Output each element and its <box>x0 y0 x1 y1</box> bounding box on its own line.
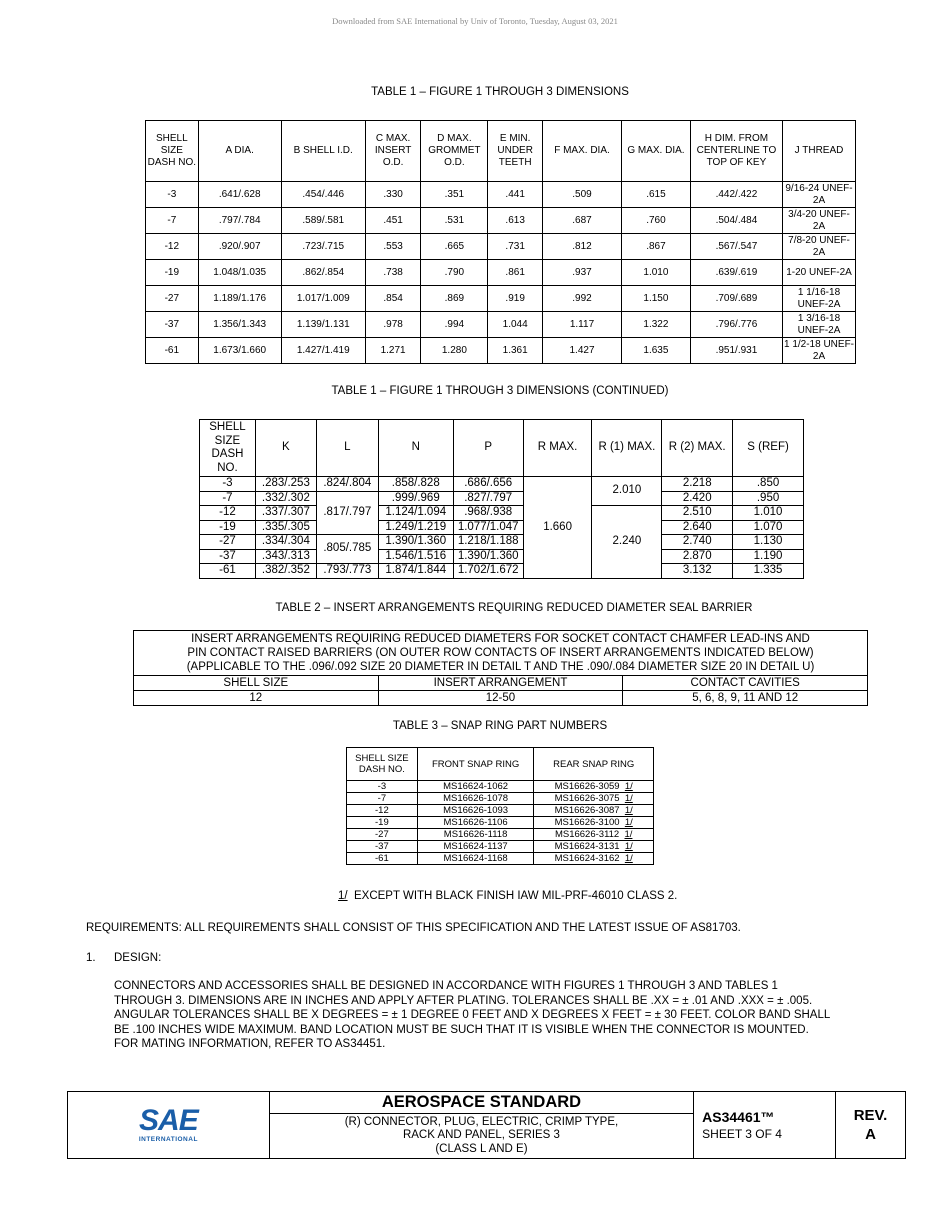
table1c-p-cell: 1.218/1.188 <box>453 535 523 550</box>
table1c-header-cell: K <box>255 420 316 477</box>
table1c-s-cell: .850 <box>733 477 804 492</box>
footnote-mark: 1/ <box>338 890 348 902</box>
table2-title: TABLE 2 – INSERT ARRANGEMENTS REQUIRING REDUCED DIAMETER SEAL BARRIER <box>275 602 753 614</box>
table1-header-cell: A DIA. <box>198 121 281 182</box>
table1-cell: 1.117 <box>543 312 622 338</box>
table1-cell: 9/16-24 UNEF-2A <box>783 182 856 208</box>
logo-cell <box>68 1092 270 1159</box>
table1-cell: .861 <box>488 260 543 286</box>
table3-row <box>347 805 654 817</box>
design-line: BE .100 INCHES WIDE MAXIMUM. BAND LOCATION MUST BE SUCH THAT IT IS VISIBLE WHEN THE CONNECTOR IS MOUNTED. <box>114 1023 809 1036</box>
table1-cell: -19 <box>146 260 199 286</box>
table1c-k-cell: .337/.307 <box>255 506 316 521</box>
table1-cell: 1.356/1.343 <box>198 312 281 338</box>
table1-cell: .665 <box>421 234 488 260</box>
table1c-row <box>200 506 804 521</box>
table3-rear-cell <box>534 853 654 865</box>
table1c-s-cell: 1.130 <box>733 535 804 550</box>
table1c-r2-cell: 2.740 <box>662 535 733 550</box>
rear-footnote-mark: 1/ <box>624 781 633 792</box>
standard-type: AEROSPACE STANDARD <box>269 1092 693 1114</box>
table1c-header-cell: P <box>453 420 523 477</box>
sae-logo <box>139 1106 198 1143</box>
table1-header-cell: E MIN. UNDER TEETH <box>488 121 543 182</box>
table1-header-cell: F MAX. DIA. <box>543 121 622 182</box>
sae-logo-mark: SAE <box>139 1104 198 1137</box>
table1-title: TABLE 1 – FIGURE 1 THROUGH 3 DIMENSIONS <box>371 86 629 98</box>
table1-header-cell: B SHELL I.D. <box>281 121 365 182</box>
table1c-rmax-cell: 1.660 <box>523 477 592 579</box>
download-watermark: Downloaded from SAE International by Univ of Toronto, Tuesday, August 03, 2021 <box>332 16 618 26</box>
table1-header-cell: C MAX. INSERT O.D. <box>365 121 421 182</box>
rear-footnote-mark: 1/ <box>624 817 633 828</box>
design-heading: DESIGN: <box>114 952 162 964</box>
table3-cell: MS16626-1118 <box>417 829 534 841</box>
table1-continued-header-row <box>200 420 804 477</box>
table2-header-cell: INSERT ARRANGEMENT <box>378 676 623 691</box>
table1-continued-title: TABLE 1 – FIGURE 1 THROUGH 3 DIMENSIONS (CONTINUED) <box>331 385 669 397</box>
table1c-n-cell: 1.124/1.094 <box>378 506 453 521</box>
table1c-row <box>200 564 804 579</box>
table1c-header-cell: L <box>316 420 378 477</box>
table3-rear-cell <box>534 793 654 805</box>
table1-cell: .994 <box>421 312 488 338</box>
table1c-l-cell: .793/.773 <box>316 564 378 579</box>
table1c-p-cell: .686/.656 <box>453 477 523 492</box>
table1c-r2-cell: 2.420 <box>662 491 733 506</box>
table1c-dash-cell: -12 <box>200 506 256 521</box>
table1-cell: .738 <box>365 260 421 286</box>
table3-header-row <box>347 748 654 781</box>
table1c-row <box>200 491 804 506</box>
table1-cell: 1.139/1.131 <box>281 312 365 338</box>
table1c-n-cell: .858/.828 <box>378 477 453 492</box>
design-line: CONNECTORS AND ACCESSORIES SHALL BE DESIGNED IN ACCORDANCE WITH FIGURES 1 THROUGH 3 AND TABLES 1 <box>114 980 778 992</box>
table1c-r1-cell: 2.010 <box>592 477 662 506</box>
table1c-n-cell: 1.249/1.219 <box>378 520 453 535</box>
table1-cell: .920/.907 <box>198 234 281 260</box>
table3-header-cell: REAR SNAP RING <box>534 748 654 781</box>
rear-part-number: MS16626-3059 <box>554 781 620 792</box>
table1c-p-cell: .827/.797 <box>453 491 523 506</box>
table1-cell: .709/.689 <box>690 286 782 312</box>
table3 <box>346 747 654 865</box>
table1-cell: 7/8-20 UNEF-2A <box>783 234 856 260</box>
table2-cell: 5, 6, 8, 9, 11 AND 12 <box>623 691 868 706</box>
sheet-number: SHEET 3 OF 4 <box>702 1127 782 1141</box>
table1 <box>145 120 856 364</box>
table1-cell: 1.017/1.009 <box>281 286 365 312</box>
table1-cell: .812 <box>543 234 622 260</box>
table2-header-row <box>134 676 868 691</box>
table1-cell: .731 <box>488 234 543 260</box>
table1-cell: 1 3/16-18 UNEF-2A <box>783 312 856 338</box>
design-line: THROUGH 3. DIMENSIONS ARE IN INCHES AND APPLY AFTER PLATING. TOLERANCES SHALL BE .XX = ± .01 AND .XXX = ± .005. <box>114 994 813 1007</box>
rear-part-number: MS16626-3075 <box>554 793 620 804</box>
table1-cell: 1.271 <box>365 338 421 364</box>
table1c-r2-cell: 3.132 <box>662 564 733 579</box>
table1-cell: .330 <box>365 182 421 208</box>
table3-cell: MS16624-1062 <box>417 781 534 793</box>
table3-rear-cell <box>534 841 654 853</box>
table1c-dash-cell: -19 <box>200 520 256 535</box>
table1-cell: .919 <box>488 286 543 312</box>
table3-cell: -61 <box>347 853 418 865</box>
table1c-r1-cell: 2.240 <box>592 506 662 579</box>
table1c-dash-cell: -3 <box>200 477 256 492</box>
table1c-n-cell: 1.390/1.360 <box>378 535 453 550</box>
rear-footnote-mark: 1/ <box>624 829 633 840</box>
table1-cell: 1.427/1.419 <box>281 338 365 364</box>
table1-cell: .589/.581 <box>281 208 365 234</box>
table1-body <box>146 182 856 364</box>
table1-header-cell: J THREAD <box>783 121 856 182</box>
table1c-s-cell: 1.010 <box>733 506 804 521</box>
table1-cell: 1.673/1.660 <box>198 338 281 364</box>
revision-label: REV. <box>853 1107 888 1124</box>
table3-row <box>347 841 654 853</box>
table1-cell: .978 <box>365 312 421 338</box>
table1-cell: .351 <box>421 182 488 208</box>
rear-footnote-mark: 1/ <box>624 805 633 816</box>
table1-cell: .641/.628 <box>198 182 281 208</box>
table3-row <box>347 817 654 829</box>
table3-row <box>347 829 654 841</box>
table2-header-cell: CONTACT CAVITIES <box>623 676 868 691</box>
table1-cell: 1 1/2-18 UNEF-2A <box>783 338 855 362</box>
table3-rear-cell <box>534 829 654 841</box>
table1-cell: .613 <box>488 208 543 234</box>
table1c-row <box>200 520 804 535</box>
rear-part-number: MS16624-3162 <box>554 853 620 864</box>
table1-row <box>146 338 856 364</box>
table2-note-row <box>134 631 868 676</box>
table2-cell: 12 <box>134 691 379 706</box>
table1-row <box>146 260 856 286</box>
design-line: FOR MATING INFORMATION, REFER TO AS34451. <box>114 1038 386 1050</box>
table1-cell: .992 <box>543 286 622 312</box>
table1c-header-cell: N <box>378 420 453 477</box>
table1-cell: 1.189/1.176 <box>198 286 281 312</box>
table1c-row <box>200 477 804 492</box>
table2 <box>133 630 868 706</box>
table2-row <box>134 691 868 706</box>
table1c-n-cell: 1.874/1.844 <box>378 564 453 579</box>
design-paragraph <box>114 979 914 1052</box>
table1-cell: 1.150 <box>622 286 691 312</box>
table1-cell: .867 <box>622 234 691 260</box>
table1-cell: .504/.484 <box>690 208 782 234</box>
table1-cell: .687 <box>543 208 622 234</box>
table1-cell: .796/.776 <box>690 312 782 338</box>
table3-title: TABLE 3 – SNAP RING PART NUMBERS <box>392 720 608 732</box>
table1c-k-cell: .335/.305 <box>255 520 316 535</box>
table1-cell: 1.361 <box>488 338 543 364</box>
table1c-dash-cell: -61 <box>200 564 256 579</box>
table1c-s-cell: 1.070 <box>733 520 804 535</box>
table1-cell: .615 <box>622 182 691 208</box>
table2-note <box>134 631 868 676</box>
table1-cell: .451 <box>365 208 421 234</box>
doc-id-cell <box>694 1092 836 1159</box>
table1-cell: .760 <box>622 208 691 234</box>
table1-cell: .553 <box>365 234 421 260</box>
rear-footnote-mark: 1/ <box>624 793 633 804</box>
table1c-l-cell: .824/.804 <box>316 477 378 492</box>
table3-rear-cell <box>534 805 654 817</box>
table1-header-cell: D MAX. GROMMET O.D. <box>421 121 488 182</box>
table1c-header-cell: SHELL SIZE DASH NO. <box>200 420 256 477</box>
table1c-l-cell: .817/.797 <box>316 491 378 535</box>
rear-footnote-mark: 1/ <box>624 841 633 852</box>
table1-cell: 3/4-20 UNEF-2A <box>783 208 856 234</box>
table1c-header-cell: R (1) MAX. <box>592 420 662 477</box>
table1c-k-cell: .343/.313 <box>255 549 316 564</box>
table2-note-line: INSERT ARRANGEMENTS REQUIRING REDUCED DIAMETERS FOR SOCKET CONTACT CHAMFER LEAD-INS AND <box>191 633 810 645</box>
table1c-n-cell: .999/.969 <box>378 491 453 506</box>
table1c-l-cell: .805/.785 <box>316 535 378 564</box>
table1c-r2-cell: 2.640 <box>662 520 733 535</box>
table1-cell: .441 <box>488 182 543 208</box>
table3-cell: -19 <box>347 817 418 829</box>
title-block <box>67 1091 906 1159</box>
description-line: (R) CONNECTOR, PLUG, ELECTRIC, CRIMP TYPE, <box>344 1115 619 1128</box>
table1-cell: .854 <box>365 286 421 312</box>
table3-cell: -12 <box>347 805 418 817</box>
table1-cell: .862/.854 <box>281 260 365 286</box>
table1-row <box>146 286 856 312</box>
table1-cell: .723/.715 <box>281 234 365 260</box>
table3-cell: MS16624-1137 <box>417 841 534 853</box>
table1c-p-cell: 1.077/1.047 <box>453 520 523 535</box>
table3-rear-cell <box>534 781 654 793</box>
table3-cell: -7 <box>347 793 418 805</box>
table1c-p-cell: .968/.938 <box>453 506 523 521</box>
table1c-n-cell: 1.546/1.516 <box>378 549 453 564</box>
table3-rear-cell <box>534 817 654 829</box>
rear-part-number: MS16626-3100 <box>554 817 620 828</box>
table3-cell: -3 <box>347 781 418 793</box>
rear-part-number: MS16624-3131 <box>554 841 620 852</box>
table1c-k-cell: .283/.253 <box>255 477 316 492</box>
table3-cell: MS16624-1168 <box>417 853 534 865</box>
table1-cell: 1.280 <box>421 338 488 364</box>
table1c-r2-cell: 2.870 <box>662 549 733 564</box>
table2-note-line: (APPLICABLE TO THE .096/.092 SIZE 20 DIAMETER IN DETAIL T AND THE .090/.084 DIAMETER SIZE 20 IN DETAIL U) <box>186 661 815 673</box>
table1c-header-cell: R MAX. <box>523 420 592 477</box>
table1-cell: .442/.422 <box>690 182 782 208</box>
table1-cell: .639/.619 <box>690 260 782 286</box>
table1-cell: -7 <box>146 208 199 234</box>
table3-row <box>347 781 654 793</box>
table2-note-line: PIN CONTACT RAISED BARRIERS (ON OUTER ROW CONTACTS OF INSERT ARRANGEMENTS INDICATED BELOW) <box>187 647 814 659</box>
table1-cell: 1-20 UNEF-2A <box>783 260 856 286</box>
table1c-dash-cell: -27 <box>200 535 256 550</box>
table1-cell: 1 1/16-18 UNEF-2A <box>783 286 856 312</box>
revision-value: A <box>865 1126 876 1143</box>
table2-cell: 12-50 <box>378 691 623 706</box>
table1-cell: -12 <box>146 234 199 260</box>
table1c-k-cell: .334/.304 <box>255 535 316 550</box>
table1c-header-cell: R (2) MAX. <box>662 420 733 477</box>
table1c-r2-cell: 2.218 <box>662 477 733 492</box>
document-description <box>269 1114 693 1159</box>
table1c-s-cell: .950 <box>733 491 804 506</box>
table1c-header-cell: S (REF) <box>733 420 804 477</box>
table1-cell: -37 <box>146 312 199 338</box>
table1-header-cell: H DIM. FROM CENTERLINE TO TOP OF KEY <box>690 121 782 182</box>
table3-header-cell: SHELL SIZE DASH NO. <box>347 748 418 781</box>
table1-cell: .951/.931 <box>690 338 782 364</box>
sae-logo-text: INTERNATIONAL <box>138 1136 198 1143</box>
table1-cell: 1.048/1.035 <box>198 260 281 286</box>
table3-row <box>347 853 654 865</box>
table1c-p-cell: 1.390/1.360 <box>453 549 523 564</box>
rear-part-number: MS16626-3112 <box>554 829 620 840</box>
table1-continued <box>199 419 804 579</box>
table3-cell: MS16626-1078 <box>417 793 534 805</box>
footnote-text: EXCEPT WITH BLACK FINISH IAW MIL-PRF-46010 CLASS 2. <box>353 890 678 902</box>
table1-row <box>146 182 856 208</box>
table1-cell: .937 <box>543 260 622 286</box>
design-number: 1. <box>86 952 96 964</box>
revision-cell <box>836 1092 906 1159</box>
table1c-k-cell: .382/.352 <box>255 564 316 579</box>
requirements-statement: REQUIREMENTS: ALL REQUIREMENTS SHALL CONSIST OF THIS SPECIFICATION AND THE LATEST ISSUE OF AS81703. <box>86 922 741 934</box>
table1-row <box>146 208 856 234</box>
table3-cell: -37 <box>347 841 418 853</box>
table1-cell: -27 <box>146 286 199 312</box>
rear-footnote-mark: 1/ <box>624 853 633 864</box>
table1c-r2-cell: 2.510 <box>662 506 733 521</box>
rear-part-number: MS16626-3087 <box>554 805 620 816</box>
table1-cell: .797/.784 <box>198 208 281 234</box>
table1-cell: .869 <box>421 286 488 312</box>
table1-header-row <box>146 121 856 182</box>
table1c-dash-cell: -37 <box>200 549 256 564</box>
table1-cell: .790 <box>421 260 488 286</box>
table2-header-cell: SHELL SIZE <box>134 676 379 691</box>
table1-row <box>146 312 856 338</box>
table1-continued-body <box>200 477 804 579</box>
table1-cell: 1.427 <box>543 338 622 364</box>
table1-cell: -3 <box>146 182 199 208</box>
table1c-row <box>200 549 804 564</box>
table1c-p-cell: 1.702/1.672 <box>453 564 523 579</box>
table3-body <box>347 781 654 865</box>
table1-cell: .454/.446 <box>281 182 365 208</box>
table1-header-cell: G MAX. DIA. <box>622 121 691 182</box>
table1c-dash-cell: -7 <box>200 491 256 506</box>
table3-footnote <box>338 889 677 904</box>
table1-row <box>146 234 856 260</box>
table1-cell: .509 <box>543 182 622 208</box>
table1-cell: 1.044 <box>488 312 543 338</box>
table1-cell: .531 <box>421 208 488 234</box>
table3-row <box>347 793 654 805</box>
table3-cell: MS16626-1106 <box>417 817 534 829</box>
table1c-s-cell: 1.335 <box>733 564 804 579</box>
table1-cell: 1.322 <box>622 312 691 338</box>
table3-header-cell: FRONT SNAP RING <box>417 748 534 781</box>
table1-cell: .567/.547 <box>690 234 782 260</box>
description-line: RACK AND PANEL, SERIES 3 <box>402 1129 560 1142</box>
design-line: ANGULAR TOLERANCES SHALL BE X DEGREES = ± 1 DEGREE 0 FEET AND X DEGREES X FEET = ± 30 FEET. COLOR BAND SHALL <box>114 1009 831 1021</box>
table1c-row <box>200 535 804 550</box>
table1-header-cell: SHELL SIZE DASH NO. <box>146 121 199 182</box>
table1c-k-cell: .332/.302 <box>255 491 316 506</box>
table3-cell: -27 <box>347 829 418 841</box>
description-line: (CLASS L AND E) <box>435 1142 528 1155</box>
table1-cell: -61 <box>146 338 199 364</box>
table1c-s-cell: 1.190 <box>733 549 804 564</box>
document-number: AS34461™ <box>702 1109 775 1125</box>
table1-cell: 1.635 <box>622 338 691 364</box>
table3-cell: MS16626-1093 <box>417 805 534 817</box>
table1-cell: 1.010 <box>622 260 691 286</box>
